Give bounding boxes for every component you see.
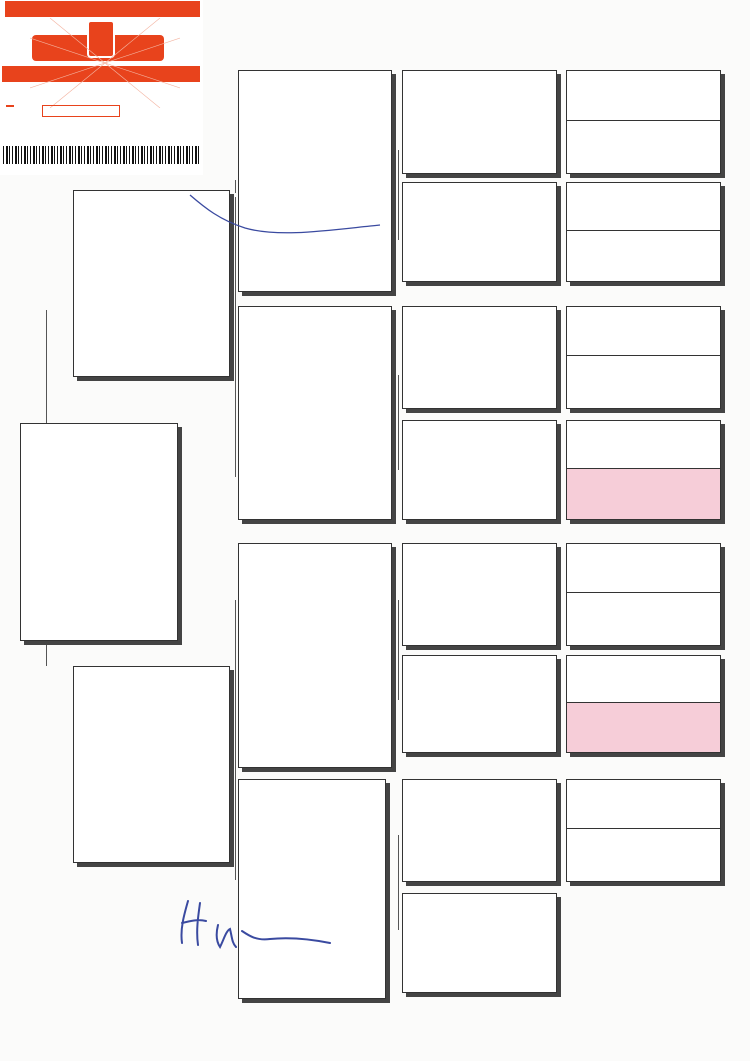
dam-entry	[567, 828, 720, 881]
sire-entry	[567, 307, 720, 322]
ring-sticker	[0, 0, 203, 175]
pigeon-card-fmf[interactable]	[402, 306, 557, 409]
pigeon-card-pair[interactable]	[566, 306, 721, 409]
pigeon-card-mf[interactable]	[238, 543, 392, 768]
pigeon-card-mm[interactable]	[238, 779, 386, 999]
sticker-country	[6, 105, 14, 107]
pigeon-card-fff[interactable]	[402, 70, 557, 174]
dam-entry	[567, 230, 720, 281]
sire-entry	[567, 183, 720, 198]
sire-entry	[567, 421, 720, 436]
sire-entry	[567, 544, 720, 559]
pigeon-card-ffm[interactable]	[402, 182, 557, 282]
sticker-guilloche	[30, 18, 180, 108]
signature-icon	[170, 895, 340, 955]
pigeon-card-mother[interactable]	[73, 666, 230, 863]
sire-entry	[567, 780, 720, 795]
pigeon-card-subject[interactable]	[20, 423, 178, 641]
pigeon-card-pair[interactable]	[566, 655, 721, 753]
pen-stroke-icon	[150, 190, 400, 250]
pigeon-card-mff[interactable]	[402, 543, 557, 646]
sticker-ring	[42, 105, 120, 117]
pigeon-card-ff[interactable]	[238, 70, 392, 292]
pigeon-card-mmm[interactable]	[402, 893, 557, 993]
dam-entry	[567, 702, 720, 752]
barcode	[3, 146, 199, 164]
dam-entry	[567, 592, 720, 645]
sire-entry	[567, 656, 720, 671]
dam-entry	[567, 120, 720, 173]
pigeon-card-pair[interactable]	[566, 543, 721, 646]
sire-entry	[567, 71, 720, 86]
pigeon-card-pair[interactable]	[566, 420, 721, 520]
pigeon-card-fmm[interactable]	[402, 420, 557, 520]
dam-entry	[567, 355, 720, 408]
pigeon-card-pair[interactable]	[566, 182, 721, 282]
pigeon-card-pair[interactable]	[566, 70, 721, 174]
pigeon-card-mfm[interactable]	[402, 655, 557, 753]
pigeon-card-mmf[interactable]	[402, 779, 557, 882]
pigeon-card-pair[interactable]	[566, 779, 721, 882]
sticker-org	[5, 1, 200, 17]
pigeon-card-fm[interactable]	[238, 306, 392, 520]
dam-entry	[567, 468, 720, 519]
